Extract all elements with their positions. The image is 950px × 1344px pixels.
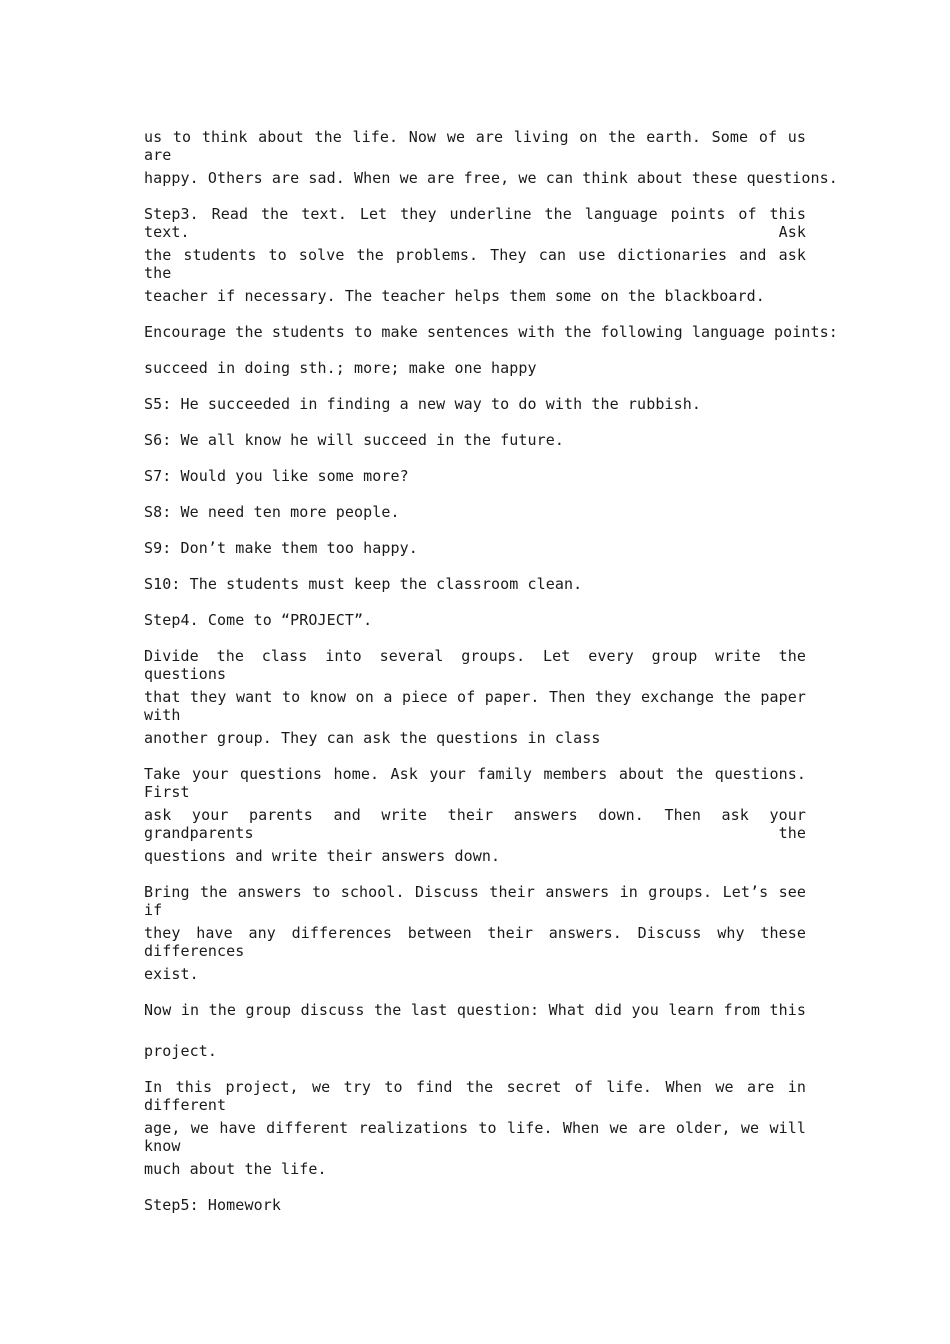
text-line: Step4. Come to “PROJECT”. xyxy=(144,611,373,629)
text-line: S9: Don’t make them too happy. xyxy=(144,539,418,557)
text-line: Divide the class into several groups. Let every group write the questions xyxy=(144,647,806,683)
text-line: teacher if necessary. The teacher helps them some on the blackboard. xyxy=(144,287,765,305)
text-line: Step3. Read the text. Let they underline the language points of this text. Ask xyxy=(144,205,806,241)
text-line: age, we have different realizations to life. When we are older, we will know xyxy=(144,1119,806,1155)
text-line: the students to solve the problems. They can use dictionaries and ask the xyxy=(144,246,806,282)
text-line: Now in the group discuss the last question: What did you learn from this xyxy=(144,1001,806,1019)
text-line: Bring the answers to school. Discuss their answers in groups. Let’s see if xyxy=(144,883,806,919)
text-line: project. xyxy=(144,1042,218,1060)
text-line: they have any differences between their answers. Discuss why these differences xyxy=(144,924,806,960)
text-line: happy. Others are sad. When we are free, we can think about these questions. xyxy=(144,169,838,187)
text-line: succeed in doing sth.; more; make one happy xyxy=(144,359,537,377)
text-line: much about the life. xyxy=(144,1160,327,1178)
text-line: questions and write their answers down. xyxy=(144,847,501,865)
text-line: S5: He succeeded in finding a new way to do with the rubbish. xyxy=(144,395,701,413)
text-line: another group. They can ask the questions in class xyxy=(144,729,601,747)
text-line: Step5: Homework xyxy=(144,1196,281,1214)
text-line: S6: We all know he will succeed in the future. xyxy=(144,431,565,449)
text-line: S8: We need ten more people. xyxy=(144,503,400,521)
text-line: Take your questions home. Ask your family members about the questions. First xyxy=(144,765,806,801)
text-line: us to think about the life. Now we are living on the earth. Some of us are xyxy=(144,128,806,164)
text-line: S7: Would you like some more? xyxy=(144,467,409,485)
text-line: S10: The students must keep the classroom clean. xyxy=(144,575,583,593)
text-line: Encourage the students to make sentences with the following language points: xyxy=(144,323,838,341)
text-line: exist. xyxy=(144,965,199,983)
text-line: ask your parents and write their answers down. Then ask your grandparents the xyxy=(144,806,806,842)
text-line: In this project, we try to find the secret of life. When we are in different xyxy=(144,1078,806,1114)
text-line: that they want to know on a piece of paper. Then they exchange the paper with xyxy=(144,688,806,724)
